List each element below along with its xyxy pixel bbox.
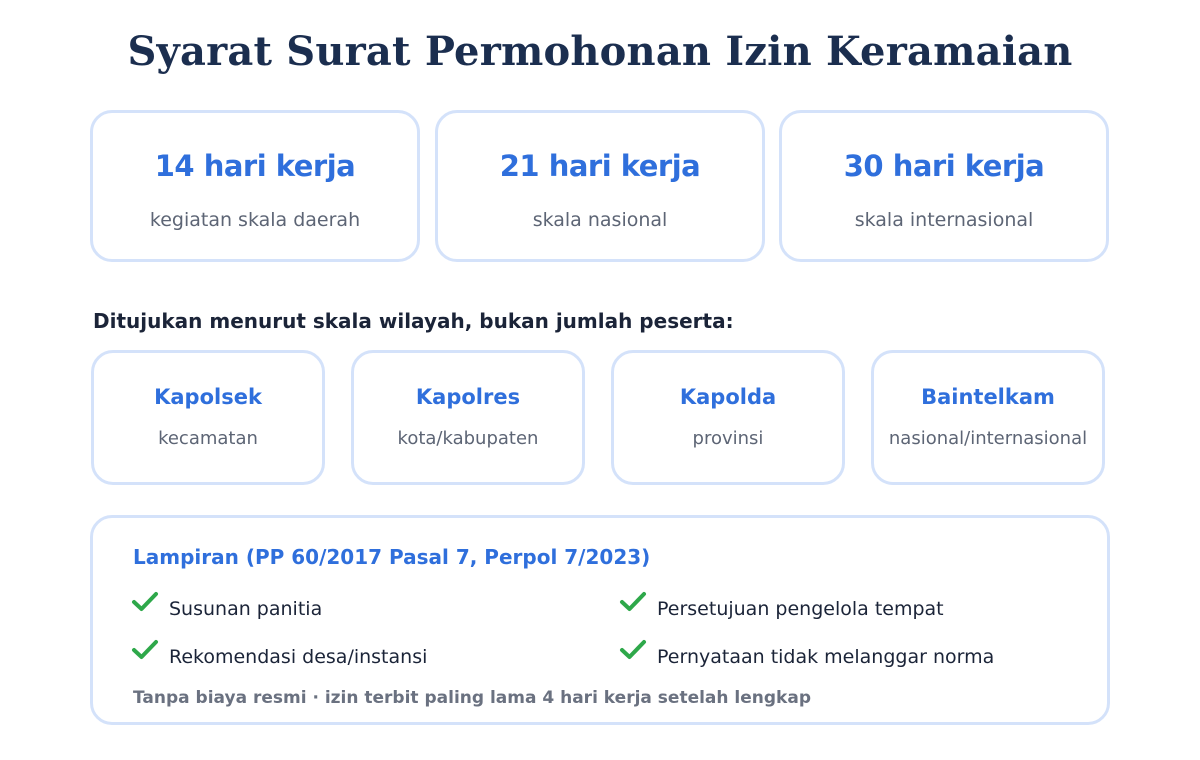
attachments-footnote: Tanpa biaya resmi · izin terbit paling lama 4 hari kerja setelah lengkap: [133, 688, 811, 708]
attachment-item-label: Rekomendasi desa/instansi: [169, 646, 428, 668]
authority-heading: Ditujukan menurut skala wilayah, bukan jumlah peserta:: [93, 309, 734, 333]
authority-name: Kapolsek: [154, 385, 262, 409]
authority-name: Kapolda: [679, 385, 777, 409]
attachment-item-label: Persetujuan pengelola tempat: [657, 598, 944, 620]
duration-description: skala nasional: [532, 209, 668, 231]
authority-scope: kota/kabupaten: [397, 428, 539, 449]
authority-card-kapolres: [351, 350, 585, 485]
attachments-title: Lampiran (PP 60/2017 Pasal 7, Perpol 7/2023): [133, 545, 651, 569]
authority-card-kapolda: [611, 350, 845, 485]
duration-description: skala internasional: [854, 209, 1034, 231]
attachment-item-label: Susunan panitia: [169, 598, 323, 620]
duration-value: 14 hari kerja: [154, 149, 356, 183]
authority-name: Baintelkam: [921, 385, 1055, 409]
authority-card-kapolsek: [91, 350, 325, 485]
duration-value: 21 hari kerja: [499, 149, 701, 183]
attachments-card: [90, 515, 1110, 725]
authority-scope: nasional/internasional: [888, 428, 1088, 449]
check-icon: [131, 638, 159, 662]
authority-scope: provinsi: [692, 428, 764, 449]
authority-card-baintelkam: [871, 350, 1105, 485]
check-icon: [131, 590, 159, 614]
duration-card-daerah: [90, 110, 420, 262]
attachment-item-label: Pernyataan tidak melanggar norma: [657, 646, 995, 668]
page-title: Syarat Surat Permohonan Izin Keramaian: [127, 28, 1073, 75]
duration-card-internasional: [779, 110, 1109, 262]
duration-card-nasional: [435, 110, 765, 262]
authority-name: Kapolres: [415, 385, 521, 409]
duration-value: 30 hari kerja: [843, 149, 1045, 183]
authority-scope: kecamatan: [158, 428, 258, 449]
check-icon: [619, 590, 647, 614]
check-icon: [619, 638, 647, 662]
duration-description: kegiatan skala daerah: [149, 209, 361, 231]
